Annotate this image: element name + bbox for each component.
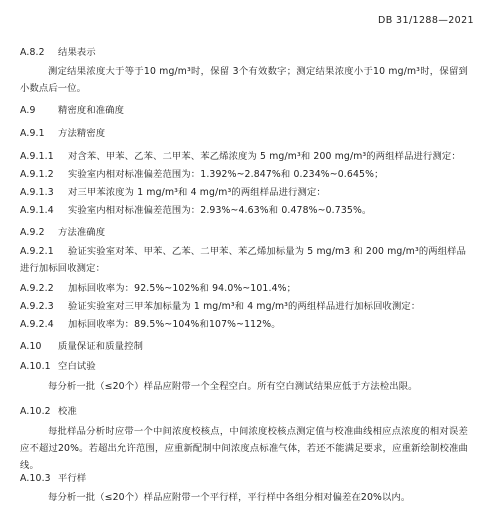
item-text: 验证实验室对苯、甲苯、乙苯、二甲苯、苯乙烯加标量为 5 mg/m3 和 200 mg/m³的两组样品进行加标回收测定： [20,246,467,274]
item-a9-1-2 [20,166,384,180]
heading-title: 方法精密度 [58,128,106,139]
item-text: 对含苯、甲苯、乙苯、二甲苯、苯乙烯浓度为 5 mg/m³和 200 mg/m³的两组样品进行测定： [68,151,461,162]
heading-title: 校准 [58,406,77,417]
item-number: A.9.1.4 [20,205,54,216]
item-number: A.9.1.3 [20,187,54,198]
item-text: 加标回收率为：89.5%~104%和107%~112%。 [68,319,281,330]
item-a9-1-3 [20,184,326,198]
item-a9-2-2 [20,280,296,294]
paragraph-blank-test: 每分析一批（≤20个）样品应附带一个全程空白。所有空白测试结果应低于方法检出限。 [48,381,418,392]
item-number: A.9.1.2 [20,169,54,180]
paragraph-parallel-sample: 每分析一批（≤20个）样品应附带一个平行样，平行样中各组分相对偏差在20%以内。 [48,492,411,503]
item-text: 加标回收率为：92.5%~102%和 94.0%~101.4%； [68,283,297,294]
heading-number: A.10.1 [20,361,51,372]
heading-a9 [20,102,124,116]
heading-title: 质量保证和质量控制 [58,341,144,352]
item-a9-2-4 [20,316,281,330]
heading-title: 精密度和准确度 [58,105,125,116]
heading-number: A.8.2 [20,47,45,58]
item-text: 实验室内相对标准偏差范围为：1.392%~2.847%和 0.234%~0.645%； [68,169,384,180]
heading-a8-2 [20,44,96,58]
heading-number: A.10.3 [20,473,51,484]
heading-a10-2 [20,403,77,417]
item-a9-1-1 [20,148,461,162]
item-number: A.9.2.4 [20,319,54,330]
heading-number: A.10 [20,341,42,352]
heading-number: A.9.1 [20,128,45,139]
heading-number: A.9 [20,105,36,116]
heading-number: A.9.2 [20,227,45,238]
heading-a9-2 [20,224,105,238]
item-text: 实验室内相对标准偏差范围为：2.93%~4.63%和 0.478%~0.735%。 [68,205,372,216]
heading-title: 结果表示 [58,47,96,58]
heading-a10-3 [20,470,86,484]
item-a9-2-3 [20,298,420,312]
paragraph-result-expression: 测定结果浓度大于等于10 mg/m³时，保留 3个有效数字；测定结果浓度小于10 mg/m³时，保留到小数点后一位。 [20,66,468,94]
heading-title: 方法准确度 [58,227,106,238]
paragraph-calibration: 每批样品分析时应带一个中间浓度校核点，中间浓度校核点测定值与校准曲线相应点浓度的相对误差应不超过20%。若超出允许范围，应重新配制中间浓度点标准气体，若还不能满足要求，应重新绘制校准曲线。 [20,426,468,471]
item-a9-1-4 [20,202,371,216]
item-number: A.9.1.1 [20,151,54,162]
item-number: A.9.2.3 [20,301,54,312]
heading-a10 [20,338,143,352]
item-text: 对三甲苯浓度为 1 mg/m³和 4 mg/m³的两组样品进行测定： [68,187,326,198]
item-number: A.9.2.1 [20,246,54,257]
standard-number: DB 31/1288—2021 [378,15,474,26]
item-number: A.9.2.2 [20,283,54,294]
heading-a10-1 [20,358,96,372]
heading-title: 平行样 [58,473,87,484]
heading-a9-1 [20,125,105,139]
item-a9-2-1 [20,243,468,277]
heading-title: 空白试验 [58,361,96,372]
heading-number: A.10.2 [20,406,51,417]
item-text: 验证实验室对三甲苯加标量为 1 mg/m³和 4 mg/m³的两组样品进行加标回收测定： [68,301,421,312]
